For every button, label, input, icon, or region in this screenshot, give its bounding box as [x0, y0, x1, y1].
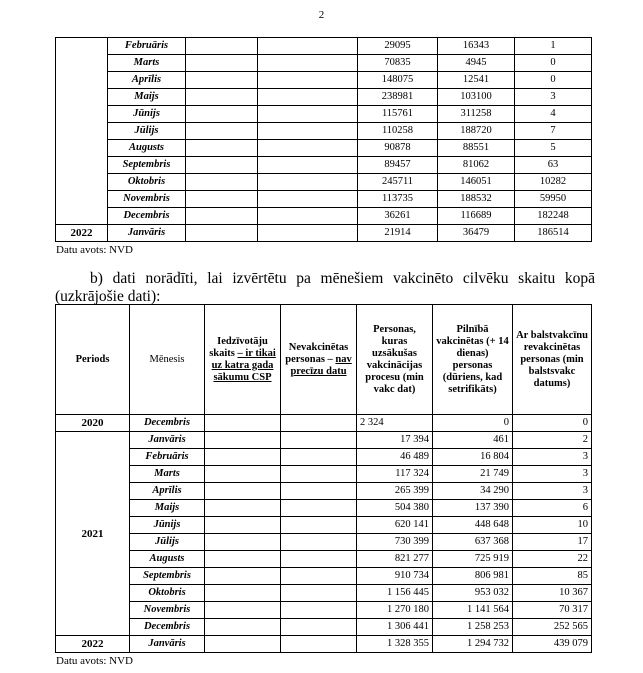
empty-cell — [281, 619, 357, 636]
empty-cell — [258, 72, 358, 89]
month-cell: Maijs — [130, 500, 205, 517]
empty-cell — [186, 191, 258, 208]
value-cell: 22 — [513, 551, 592, 568]
value-cell: 70 317 — [513, 602, 592, 619]
empty-cell — [281, 449, 357, 466]
paragraph-line-2: (uzkrājošie dati): — [55, 288, 161, 305]
value-cell: 188532 — [438, 191, 515, 208]
value-cell: 504 380 — [357, 500, 433, 517]
table-row — [56, 551, 592, 568]
empty-cell — [205, 619, 281, 636]
value-cell: 16343 — [438, 38, 515, 55]
value-cell: 3 — [513, 466, 592, 483]
value-cell: 21914 — [358, 225, 438, 242]
table-row — [56, 636, 592, 653]
empty-cell — [281, 466, 357, 483]
monthly-vaccination-table — [55, 37, 592, 242]
month-cell: Jūnijs — [130, 517, 205, 534]
year-cell: 2020 — [56, 415, 130, 432]
value-cell: 1 156 445 — [357, 585, 433, 602]
value-cell: 620 141 — [357, 517, 433, 534]
month-cell: Augusts — [130, 551, 205, 568]
value-cell: 245711 — [358, 174, 438, 191]
header-started: Personas, kuras uzsākušas vakcinācijas procesu (min vakc dat) — [357, 305, 433, 415]
year-cell — [56, 38, 108, 225]
value-cell: 12541 — [438, 72, 515, 89]
value-cell: 59950 — [515, 191, 592, 208]
value-cell: 10282 — [515, 174, 592, 191]
value-cell: 5 — [515, 140, 592, 157]
month-cell: Oktobris — [130, 585, 205, 602]
value-cell: 137 390 — [433, 500, 513, 517]
empty-cell — [258, 123, 358, 140]
empty-cell — [186, 157, 258, 174]
month-cell: Marts — [130, 466, 205, 483]
table-row — [56, 619, 592, 636]
empty-cell — [258, 106, 358, 123]
month-cell: Februāris — [108, 38, 186, 55]
table-row — [56, 585, 592, 602]
empty-cell — [186, 208, 258, 225]
table-row — [56, 534, 592, 551]
table-row — [56, 72, 592, 89]
value-cell: 21 749 — [433, 466, 513, 483]
value-cell: 17 394 — [357, 432, 433, 449]
month-cell: Maijs — [108, 89, 186, 106]
empty-cell — [258, 140, 358, 157]
empty-cell — [205, 466, 281, 483]
empty-cell — [205, 500, 281, 517]
value-cell: 116689 — [438, 208, 515, 225]
empty-cell — [186, 72, 258, 89]
value-cell: 115761 — [358, 106, 438, 123]
month-cell: Jūlijs — [108, 123, 186, 140]
empty-cell — [205, 449, 281, 466]
value-cell: 806 981 — [433, 568, 513, 585]
empty-cell — [258, 38, 358, 55]
table-row — [56, 449, 592, 466]
header-fully-vaccinated: Pilnībā vakcinētas (+ 14 dienas) personas (dūriens, kad setrifikāts) — [433, 305, 513, 415]
empty-cell — [205, 602, 281, 619]
value-cell: 3 — [515, 89, 592, 106]
year-cell: 2021 — [56, 432, 130, 636]
value-cell: 0 — [515, 55, 592, 72]
year-cell: 2022 — [56, 225, 108, 242]
value-cell: 1 294 732 — [433, 636, 513, 653]
empty-cell — [186, 38, 258, 55]
empty-cell — [281, 415, 357, 432]
table-row — [56, 55, 592, 72]
table-row — [56, 500, 592, 517]
empty-cell — [205, 534, 281, 551]
empty-cell — [186, 225, 258, 242]
value-cell: 81062 — [438, 157, 515, 174]
value-cell: 461 — [433, 432, 513, 449]
header-unvaccinated: Nevakcinētas personas – nav precīzu datu — [281, 305, 357, 415]
table-row — [56, 174, 592, 191]
table-row — [56, 483, 592, 500]
table-row — [56, 123, 592, 140]
value-cell: 70835 — [358, 55, 438, 72]
empty-cell — [258, 191, 358, 208]
data-source-note-2: Datu avots: NVD — [56, 655, 133, 667]
value-cell: 2 324 — [357, 415, 433, 432]
empty-cell — [281, 602, 357, 619]
value-cell: 1 306 441 — [357, 619, 433, 636]
empty-cell — [186, 55, 258, 72]
value-cell: 88551 — [438, 140, 515, 157]
value-cell: 89457 — [358, 157, 438, 174]
value-cell: 1 328 355 — [357, 636, 433, 653]
value-cell: 46 489 — [357, 449, 433, 466]
empty-cell — [186, 140, 258, 157]
value-cell: 6 — [513, 500, 592, 517]
value-cell: 1 270 180 — [357, 602, 433, 619]
empty-cell — [258, 89, 358, 106]
value-cell: 3 — [513, 449, 592, 466]
value-cell: 186514 — [515, 225, 592, 242]
header-population: Iedzīvotāju skaits – ir tikai uz katra gada sākumu CSP — [205, 305, 281, 415]
empty-cell — [186, 89, 258, 106]
month-cell: Janvāris — [130, 432, 205, 449]
table-row — [56, 157, 592, 174]
month-cell: Decembris — [130, 619, 205, 636]
value-cell: 17 — [513, 534, 592, 551]
month-cell: Februāris — [130, 449, 205, 466]
month-cell: Novembris — [108, 191, 186, 208]
empty-cell — [281, 432, 357, 449]
cumulative-vaccination-table — [55, 304, 592, 653]
value-cell: 113735 — [358, 191, 438, 208]
empty-cell — [281, 636, 357, 653]
value-cell: 637 368 — [433, 534, 513, 551]
value-cell: 4 — [515, 106, 592, 123]
value-cell: 1 258 253 — [433, 619, 513, 636]
empty-cell — [281, 568, 357, 585]
empty-cell — [205, 551, 281, 568]
table-row — [56, 517, 592, 534]
value-cell: 146051 — [438, 174, 515, 191]
month-cell: Aprīlis — [130, 483, 205, 500]
value-cell: 910 734 — [357, 568, 433, 585]
table-row — [56, 568, 592, 585]
empty-cell — [281, 551, 357, 568]
month-cell: Jūlijs — [130, 534, 205, 551]
value-cell: 10 — [513, 517, 592, 534]
value-cell: 85 — [513, 568, 592, 585]
empty-cell — [258, 174, 358, 191]
empty-cell — [205, 568, 281, 585]
table-row — [56, 466, 592, 483]
value-cell: 34 290 — [433, 483, 513, 500]
table-row — [56, 38, 592, 55]
value-cell: 0 — [513, 415, 592, 432]
value-cell: 10 367 — [513, 585, 592, 602]
month-cell: Marts — [108, 55, 186, 72]
value-cell: 2 — [513, 432, 592, 449]
value-cell: 238981 — [358, 89, 438, 106]
value-cell: 0 — [515, 72, 592, 89]
value-cell: 448 648 — [433, 517, 513, 534]
value-cell: 103100 — [438, 89, 515, 106]
month-cell: Augusts — [108, 140, 186, 157]
value-cell: 730 399 — [357, 534, 433, 551]
value-cell: 7 — [515, 123, 592, 140]
value-cell: 110258 — [358, 123, 438, 140]
empty-cell — [205, 517, 281, 534]
month-cell: Septembris — [130, 568, 205, 585]
empty-cell — [258, 55, 358, 72]
value-cell: 1 141 564 — [433, 602, 513, 619]
empty-cell — [205, 415, 281, 432]
month-cell: Aprīlis — [108, 72, 186, 89]
value-cell: 265 399 — [357, 483, 433, 500]
empty-cell — [186, 174, 258, 191]
value-cell: 1 — [515, 38, 592, 55]
empty-cell — [281, 585, 357, 602]
value-cell: 0 — [433, 415, 513, 432]
empty-cell — [281, 483, 357, 500]
year-cell: 2022 — [56, 636, 130, 653]
empty-cell — [258, 157, 358, 174]
value-cell: 182248 — [515, 208, 592, 225]
value-cell: 725 919 — [433, 551, 513, 568]
table-row — [56, 225, 592, 242]
value-cell: 311258 — [438, 106, 515, 123]
empty-cell — [186, 106, 258, 123]
table-row — [56, 432, 592, 449]
empty-cell — [205, 636, 281, 653]
empty-cell — [258, 225, 358, 242]
value-cell: 252 565 — [513, 619, 592, 636]
value-cell: 63 — [515, 157, 592, 174]
value-cell: 4945 — [438, 55, 515, 72]
header-booster: Ar balstvakcīnu revakcinētas personas (min balstsvakc datums) — [513, 305, 592, 415]
value-cell: 821 277 — [357, 551, 433, 568]
paragraph-line-1: b) dati norādīti, lai izvērtētu pa mēnešiem vakcinēto cilvēku skaitu kopā — [90, 270, 595, 287]
value-cell: 36261 — [358, 208, 438, 225]
empty-cell — [281, 500, 357, 517]
month-cell: Jūnijs — [108, 106, 186, 123]
value-cell: 188720 — [438, 123, 515, 140]
month-cell: Decembris — [108, 208, 186, 225]
month-cell: Septembris — [108, 157, 186, 174]
header-month: Mēnesis — [130, 305, 205, 415]
table-row — [56, 106, 592, 123]
table-row — [56, 602, 592, 619]
table-row — [56, 140, 592, 157]
empty-cell — [205, 585, 281, 602]
empty-cell — [281, 517, 357, 534]
section-b-paragraph — [55, 270, 595, 306]
table-row — [56, 89, 592, 106]
month-cell: Janvāris — [108, 225, 186, 242]
value-cell: 16 804 — [433, 449, 513, 466]
empty-cell — [186, 123, 258, 140]
value-cell: 117 324 — [357, 466, 433, 483]
page-number: 2 — [318, 9, 325, 21]
month-cell: Oktobris — [108, 174, 186, 191]
empty-cell — [205, 432, 281, 449]
table-row — [56, 415, 592, 432]
month-cell: Novembris — [130, 602, 205, 619]
value-cell: 90878 — [358, 140, 438, 157]
month-cell: Janvāris — [130, 636, 205, 653]
table-row — [56, 191, 592, 208]
value-cell: 3 — [513, 483, 592, 500]
header-periods: Periods — [56, 305, 130, 415]
month-cell: Decembris — [130, 415, 205, 432]
value-cell: 953 032 — [433, 585, 513, 602]
empty-cell — [205, 483, 281, 500]
empty-cell — [258, 208, 358, 225]
data-source-note: Datu avots: NVD — [56, 244, 133, 256]
value-cell: 36479 — [438, 225, 515, 242]
table-row — [56, 208, 592, 225]
value-cell: 29095 — [358, 38, 438, 55]
value-cell: 148075 — [358, 72, 438, 89]
empty-cell — [281, 534, 357, 551]
value-cell: 439 079 — [513, 636, 592, 653]
